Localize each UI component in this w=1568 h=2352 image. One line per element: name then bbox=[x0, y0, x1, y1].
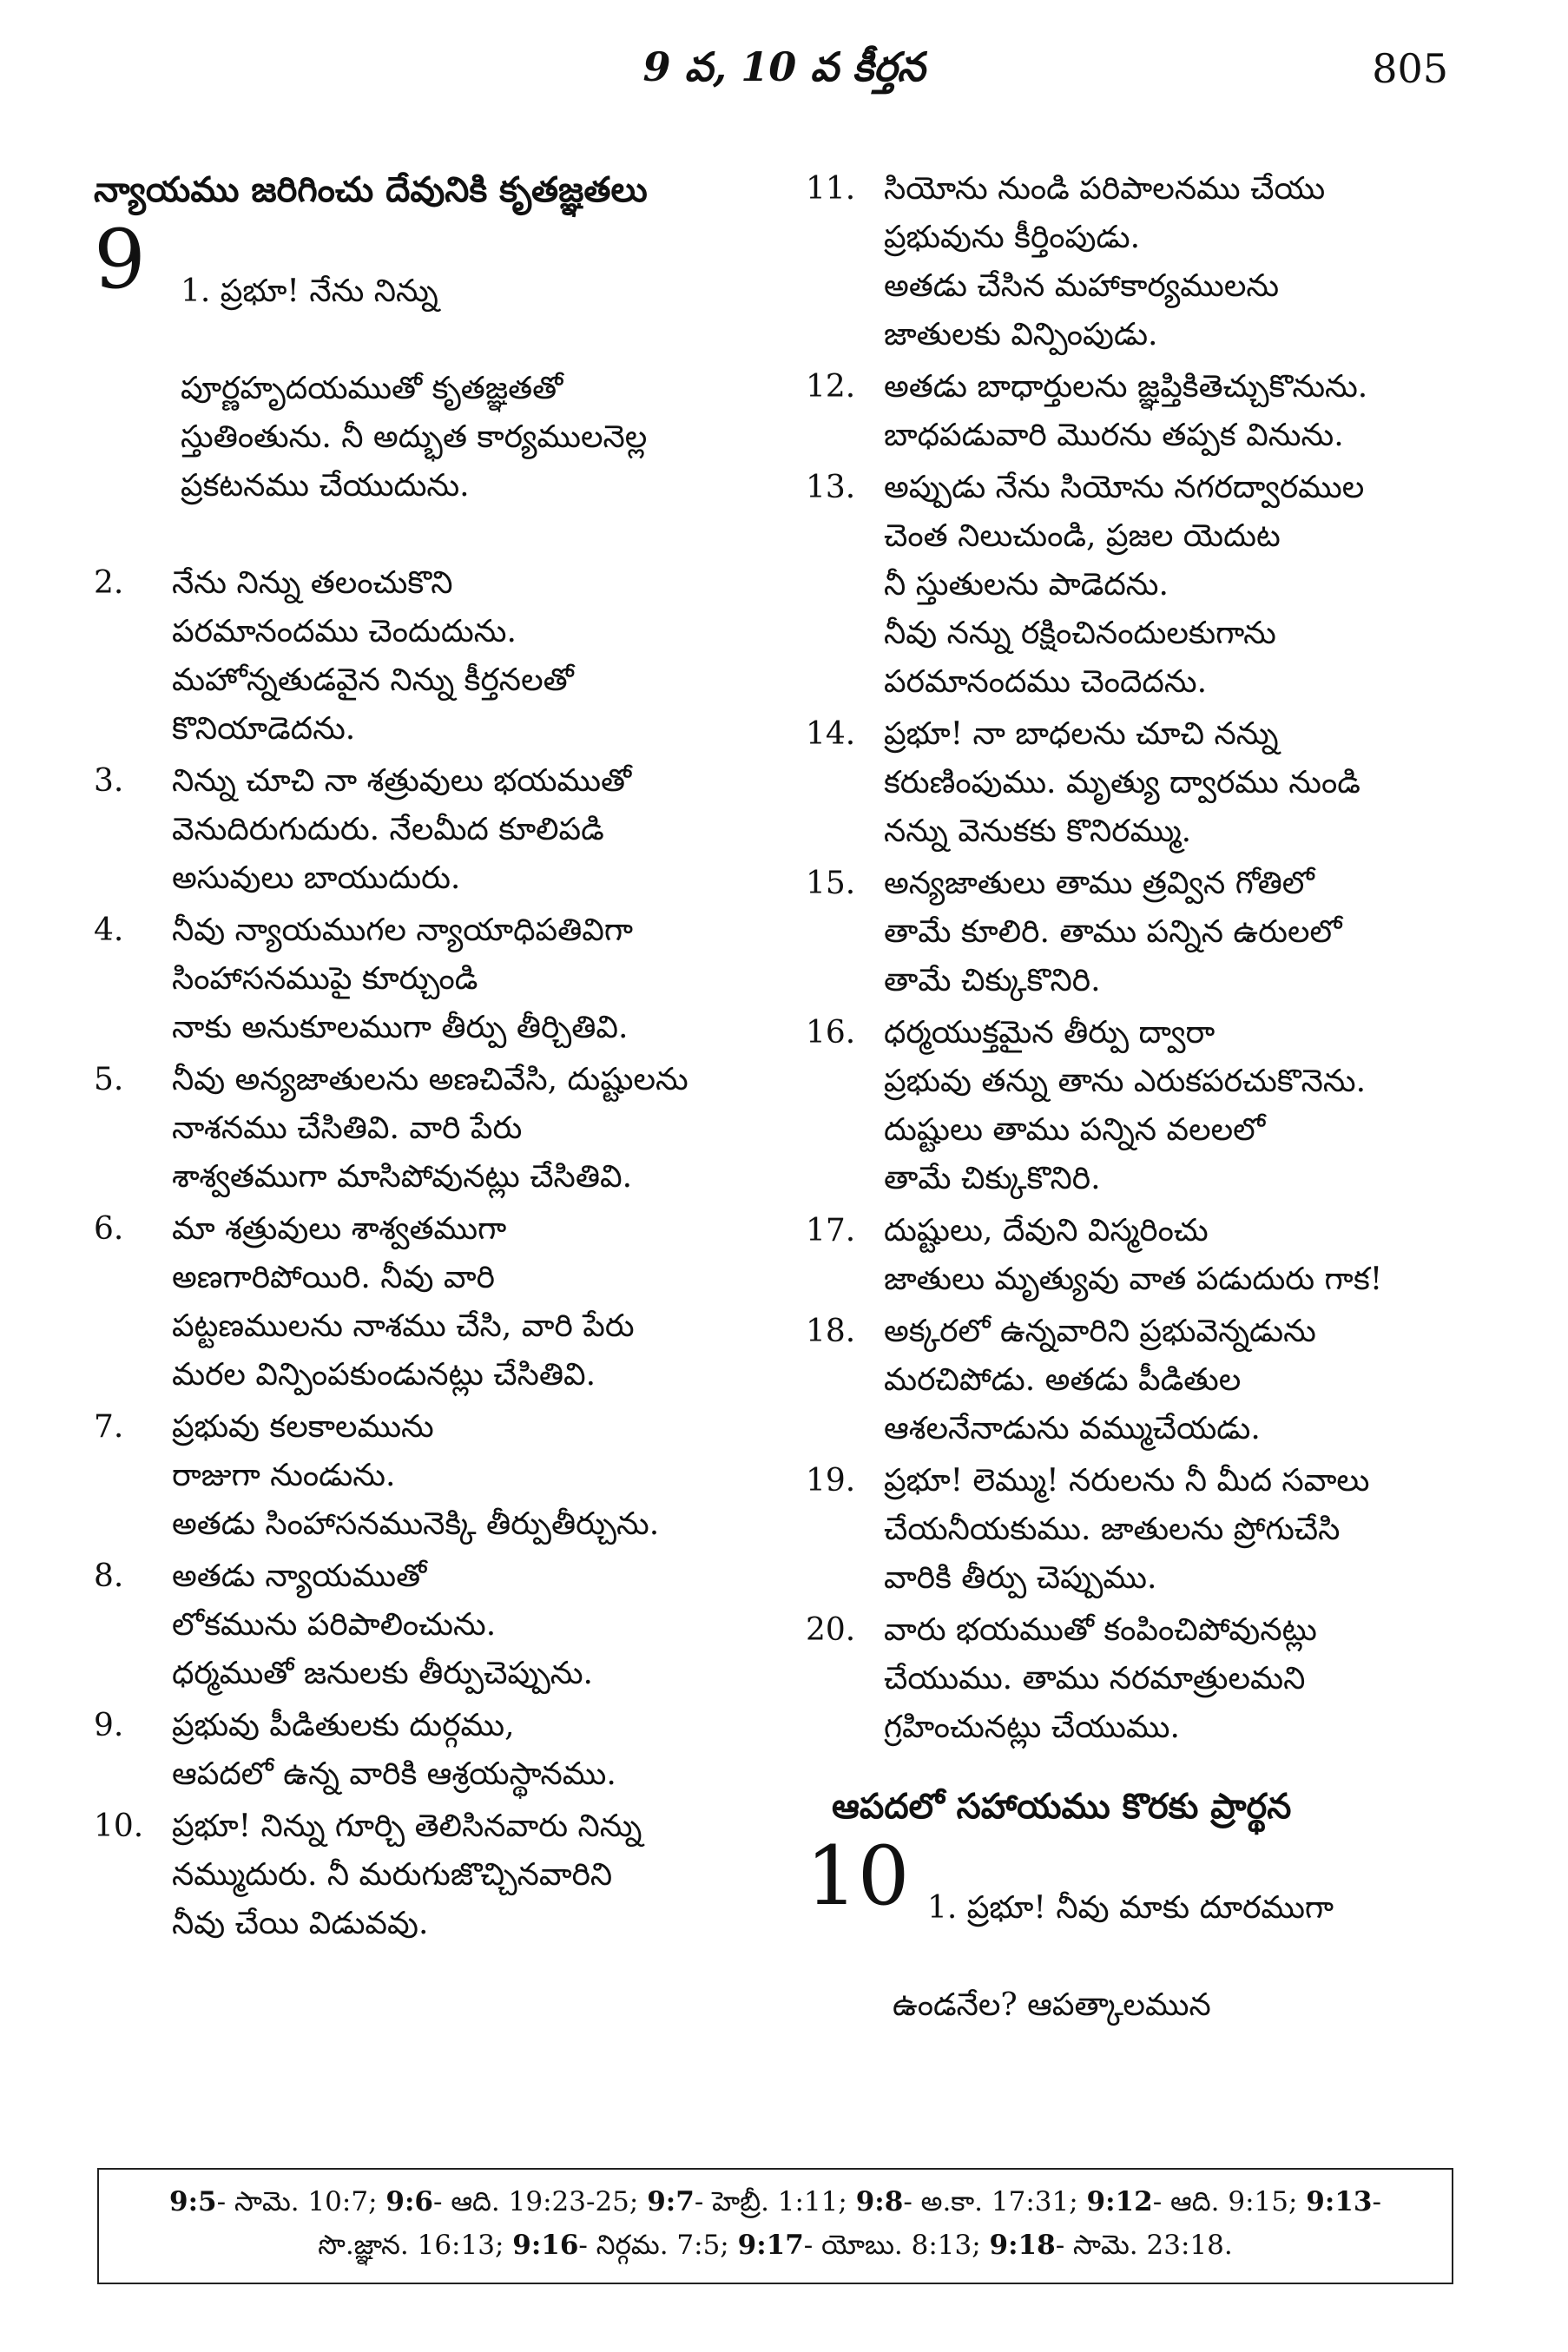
verse bbox=[806, 464, 1479, 707]
cross-reference-text: నిర్గమ. 7:5; bbox=[596, 2230, 729, 2261]
verse-number: 2. bbox=[94, 565, 124, 601]
verse bbox=[94, 1056, 767, 1202]
cross-reference: 9:12- ఆది. 9:15; bbox=[1086, 2186, 1298, 2217]
verse-number: 3. bbox=[94, 763, 124, 799]
cross-reference: 9:13- సొ.జ్ఞాన. 16:13; bbox=[318, 2186, 1381, 2261]
verse bbox=[806, 1606, 1479, 1752]
verse-text: ప్రభువు కలకాలమును రాజుగా నుండును. అతడు సింహాసనమునెక్కి తీర్పుతీర్చును. bbox=[172, 1409, 660, 1542]
verse bbox=[94, 1702, 767, 1799]
verse bbox=[806, 363, 1479, 460]
page-header bbox=[0, 35, 1568, 113]
verse-1-text: పూర్ణహృదయముతో కృతజ్ఞతతో స్తుతింతును. నీ అద్భుత కార్యములనెల్ల ప్రకటనము చేయుదును. bbox=[181, 371, 648, 504]
chapter-start-9 bbox=[94, 213, 767, 559]
verse-text: అక్కరలో ఉన్నవారిని ప్రభువెన్నడును మరచిపోడు. అతడు పీడితుల ఆశలనేనాడును వమ్ముచేయడు. bbox=[884, 1314, 1316, 1446]
verse-text: ప్రభూ! నా బాధలను చూచి నన్ను కరుణింపుము. మృత్యు ద్వారము నుండి నన్ను వెనుకకు కొనిరమ్ము. bbox=[884, 716, 1360, 849]
cross-reference-verse: 9:8 bbox=[855, 2186, 904, 2217]
cross-reference-verse: 9:6 bbox=[385, 2186, 433, 2217]
verse-1-first-line: 1. ప్రభూ! నీవు మాకు దూరముగా bbox=[927, 1890, 1334, 1926]
verse-text: అతడు న్యాయముతో లోకమును పరిపాలించును. ధర్మముతో జనులకు తీర్పుచెప్పును. bbox=[172, 1558, 593, 1691]
cross-reference-verse: 9:18 bbox=[989, 2230, 1056, 2261]
cross-reference-verse: 9:5 bbox=[169, 2186, 217, 2217]
verse-number: 5. bbox=[94, 1062, 124, 1097]
verse-number: 19. bbox=[806, 1463, 856, 1499]
right-verse-list bbox=[806, 165, 1479, 1752]
cross-reference-verse: 9:13 bbox=[1306, 2186, 1373, 2217]
verse-number: 4. bbox=[94, 912, 124, 948]
verse-text: అప్పుడు నేను సియోను నగరద్వారముల చెంత నిలుచుండి, ప్రజల యెదుట నీ స్తుతులను పాడెదను. నీవు నన్ను రక్షించినందులకుగాను పరమానందము చెందెదను. bbox=[884, 470, 1365, 700]
verse bbox=[94, 1205, 767, 1400]
verse-text: ధర్మయుక్తమైన తీర్పు ద్వారా ప్రభువు తన్ను తాను ఎరుకపరచుకొనెను. దుష్టులు తాము పన్నిన వలలలో తామే చిక్కుకొనిరి. bbox=[884, 1015, 1367, 1196]
verse-text: మా శత్రువులు శాశ్వతముగా అణగారిపోయిరి. నీవు వారి పట్టణములను నాశము చేసి, వారి పేరు మరల విన్పింపకుండునట్లు చేసితివి. bbox=[172, 1211, 635, 1393]
left-verse-list bbox=[94, 559, 767, 1948]
verse-number: 6. bbox=[94, 1211, 124, 1247]
verse-text: నిన్ను చూచి నా శత్రువులు భయముతో వెనుదిరుగుదురు. నేలమీద కూలిపడి అసువులు బాయుదురు. bbox=[172, 763, 632, 896]
verse bbox=[806, 1207, 1479, 1304]
cross-reference: 9:8- అ.కా. 17:31; bbox=[855, 2186, 1078, 2217]
verse bbox=[94, 1802, 767, 1948]
verse bbox=[94, 757, 767, 903]
verse-number: 18. bbox=[806, 1314, 856, 1349]
cross-reference: 9:7- హెబ్రీ. 1:11; bbox=[647, 2186, 847, 2217]
cross-reference-verse: 9:7 bbox=[647, 2186, 695, 2217]
verse-number: 14. bbox=[806, 716, 856, 752]
verse bbox=[806, 1308, 1479, 1453]
chapter-number: 10 bbox=[806, 1829, 910, 1924]
verse-number: 15. bbox=[806, 866, 856, 901]
verse-number: 9. bbox=[94, 1708, 124, 1743]
verse-text: నేను నిన్ను తలంచుకొని పరమానందము చెందుదును. మహోన్నతుడవైన నిన్ను కీర్తనలతో కొనియాడెదను. bbox=[172, 565, 574, 747]
cross-reference-text: యోబు. 8:13; bbox=[821, 2230, 981, 2261]
verse-1 bbox=[94, 213, 767, 559]
cross-reference: 9:16- నిర్గమ. 7:5; bbox=[512, 2230, 729, 2261]
verse-number: 17. bbox=[806, 1213, 856, 1248]
cross-reference-verse: 9:12 bbox=[1086, 2186, 1153, 2217]
verse-text: దుష్టులు, దేవుని విస్మరించు జాతులు మృత్యువు వాత పడుదురు గాక! bbox=[884, 1213, 1383, 1297]
verse-number: 7. bbox=[94, 1409, 124, 1445]
verse bbox=[806, 710, 1479, 856]
verse bbox=[806, 1009, 1479, 1203]
running-title: 9 వ, 10 వ కీర్తన bbox=[642, 43, 926, 90]
verse-number: 13. bbox=[806, 470, 856, 505]
verse-text: అన్యజాతులు తాము త్రవ్విన గోతిలో తామే కూలిరి. తాము పన్నిన ఉరులలో తామే చిక్కుకొనిరి. bbox=[884, 866, 1342, 998]
verse-text: అతడు బాధార్తులను జ్ఞప్తికితెచ్చుకొనును. బాధపడువారి మొరను తప్పక వినును. bbox=[884, 369, 1368, 453]
cross-reference-text: సామె. 10:7; bbox=[234, 2186, 378, 2217]
chapter-number: 9 bbox=[94, 213, 146, 307]
cross-reference-verse: 9:16 bbox=[512, 2230, 579, 2261]
section-title-psalm-9: న్యాయము జరిగించు దేవునికి కృతజ్ఞతలు bbox=[94, 170, 648, 210]
verse-text: వారు భయముతో కంపించిపోవునట్లు చేయుము. తాము నరమాత్రులమని గ్రహించునట్లు చేయుము. bbox=[884, 1612, 1317, 1745]
cross-reference-text: ఆది. 19:23-25; bbox=[451, 2186, 639, 2217]
cross-reference: 9:5- సామె. 10:7; bbox=[169, 2186, 378, 2217]
verse-number: 20. bbox=[806, 1612, 856, 1648]
page-number: 805 bbox=[1372, 45, 1448, 92]
cross-reference: 9:17- యోబు. 8:13; bbox=[737, 2230, 981, 2261]
cross-reference-text: సామె. 23:18. bbox=[1073, 2230, 1233, 2261]
verse bbox=[94, 1552, 767, 1698]
verse bbox=[806, 165, 1479, 359]
verse bbox=[94, 906, 767, 1052]
cross-reference-text: హెబ్రీ. 1:11; bbox=[712, 2186, 847, 2217]
verse-text: నీవు అన్యజాతులను అణచివేసి, దుష్టులను నాశనము చేసితివి. వారి పేరు శాశ్వతముగా మాసిపోవునట్లు చేసితివి. bbox=[172, 1062, 688, 1195]
cross-reference: 9:18- సామె. 23:18. bbox=[989, 2230, 1233, 2261]
verse-text: సియోను నుండి పరిపాలనము చేయు ప్రభువును కీర్తింపుడు. అతడు చేసిన మహాకార్యములను జాతులకు విన్పింపుడు. bbox=[884, 171, 1326, 352]
left-column bbox=[94, 165, 767, 1952]
verse-number: 12. bbox=[806, 369, 856, 405]
chapter-start-10 bbox=[806, 1829, 1479, 2079]
verse bbox=[94, 559, 767, 754]
verse bbox=[806, 860, 1479, 1005]
verse-text: ప్రభూ! నిన్ను గూర్చి తెలిసినవారు నిన్ను నమ్ముదురు. నీ మరుగుజొచ్చినవారిని నీవు చేయి విడువవు. bbox=[172, 1808, 642, 1941]
cross-reference-text: సొ.జ్ఞాన. 16:13; bbox=[318, 2230, 504, 2261]
verse-text: ప్రభువు పీడితులకు దుర్గము, ఆపదలో ఉన్న వారికి ఆశ్రయస్థానము. bbox=[172, 1708, 616, 1792]
cross-reference-text: ఆది. 9:15; bbox=[1170, 2186, 1298, 2217]
verse-text: నీవు న్యాయముగల న్యాయాధిపతివిగా సింహాసనముపై కూర్చుండి నాకు అనుకూలముగా తీర్పు తీర్చితివి. bbox=[172, 912, 633, 1045]
cross-reference-verse: 9:17 bbox=[737, 2230, 804, 2261]
verse-text: ప్రభూ! లెమ్ము! నరులను నీ మీద సవాలు చేయనీయకుము. జాతులను ప్రోగుచేసి వారికి తీర్పు చెప్పుము. bbox=[884, 1463, 1370, 1596]
section-title-psalm-10: ఆపదలో సహాయము కొరకు ప్రార్థన bbox=[832, 1787, 1292, 1827]
verse bbox=[806, 1457, 1479, 1603]
verse-number: 11. bbox=[806, 171, 856, 207]
verse-1-text: ఉండనేల? ఆపత్కాలమున bbox=[893, 1987, 1211, 2023]
verse-number: 8. bbox=[94, 1558, 124, 1594]
verse bbox=[94, 1403, 767, 1549]
cross-reference: 9:6- ఆది. 19:23-25; bbox=[385, 2186, 639, 2217]
verse-number: 16. bbox=[806, 1015, 856, 1051]
right-column bbox=[806, 165, 1479, 2079]
cross-reference-box bbox=[97, 2168, 1453, 2284]
verse-number: 10. bbox=[94, 1808, 144, 1844]
verse-1-first-line: 1. ప్రభూ! నేను నిన్ను bbox=[181, 273, 438, 309]
cross-reference-text: అ.కా. 17:31; bbox=[920, 2186, 1078, 2217]
